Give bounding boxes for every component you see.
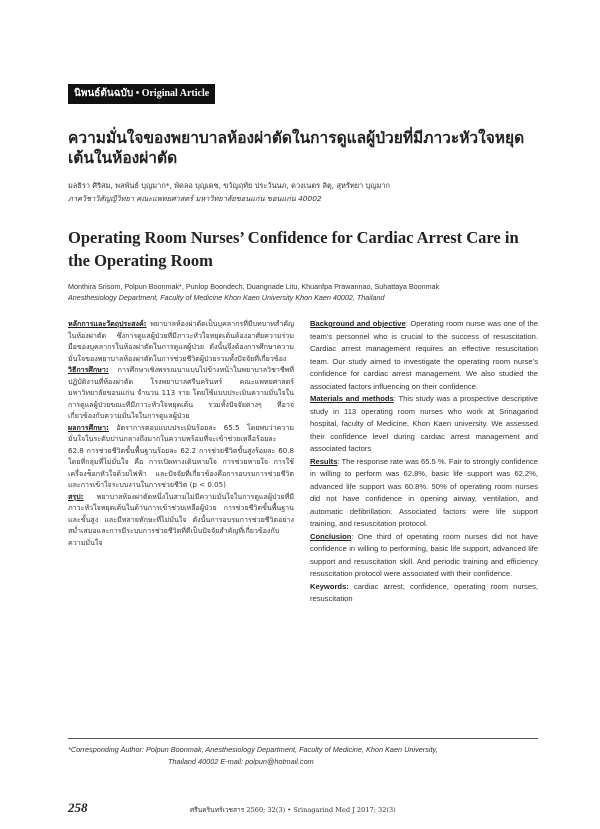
english-section-text: : One third of operating room nurses did not have confidence in willing to performing, basic life support, advanced life support and resuscitation skill. And periodic training and efficiency resuscitation protocol were associated with their confidence. xyxy=(310,531,538,578)
english-section-heading: Conclusion xyxy=(310,531,352,541)
thai-section-heading: สรุป: xyxy=(68,491,84,501)
english-abstract-paragraph xyxy=(310,393,538,456)
english-section-text: : This study was a prospective descriptive study in 113 operating room nurses who work at Srinagarind hospital, faculty of Medicine, Khon Kaen university. We assessed their confidence level during cardiac arrest management and associated factors xyxy=(310,394,538,453)
english-section-heading: Materials and methods xyxy=(310,394,394,403)
thai-section-text: พยาบาลห้องผ่าตัดเป็นบุคลากรที่มีบทบาทสำคัญในห้องผ่าตัด ซึ่งการดูแลผู้ป่วยที่มีภาวะหัวใจหยุดเต้นต้องอาศัยความร่วมมือของบุคลากรในห้องผ่าตัดในการดูแลผู้ป่วย ดังนั้นจึงต้องการศึกษาความมั่นใจของพยาบาลห้องผ่าตัดในการช่วยชีวิตผู้ป่วยรวมทั้งปัจจัยที่เกี่ยวข้อง xyxy=(68,319,294,363)
journal-citation: ศรีนครินทร์เวชสาร 2560; 32(3) • Srinagarind Med J 2017; 32(3) xyxy=(190,806,396,814)
thai-section-heading: วิธีการศึกษา: xyxy=(68,365,109,374)
article-type-tag: นิพนธ์ต้นฉบับ • Original Article xyxy=(68,84,215,104)
thai-title: ความมั่นใจของพยาบาลห้องผ่าตัดในการดูแลผู้ป่วยที่มีภาวะหัวใจหยุดเต้นในห้องผ่าตัด xyxy=(68,129,525,167)
footnote-divider xyxy=(68,738,538,739)
english-section-heading: Results xyxy=(310,456,338,466)
english-section-text: : The response rate was 65.5 %. Fair to strongly confidence in willing to perform was 62.8%, basic life support was 62.2%, advanced life support was 60.8%. 50% of operating room nurses did not have confidence in opening airway, ventilation, and automatic defibrillation. Associated factors were life support training, and resuscitation protocol. xyxy=(310,456,538,528)
thai-abstract-paragraph xyxy=(68,422,294,491)
english-section-heading: Background and objective xyxy=(310,319,406,328)
thai-abstract-paragraph xyxy=(68,318,294,364)
keywords xyxy=(310,581,538,606)
english-authors: Monthira Srisom, Polpun Boonmak*, Punlop Boondech, Duangnade Litu, Khuanfpa Prawannao, Suhattaya Boonmak xyxy=(68,282,440,291)
english-abstract-paragraph xyxy=(310,456,538,531)
thai-section-text: อัตราการตอบแบบประเมินร้อยละ 65.5 โดยพบว่าความมั่นใจในระดับปานกลางถึงมากในความพร้อมที่จะเข้าช่วยเหลือร้อยละ 62.8 การช่วยชีวิตขั้นพื้นฐานร้อยละ 62.2 การช่วยชีวิตขั้นสูงร้อยละ 60.8 โดยที่กลุ่มที่ไม่มั่นใจ คือ การเปิดทางเดินหายใจ การช่วยหายใจ การใช้เครื่องช็อกหัวใจด้วยไฟฟ้า และปัจจัยที่เกี่ยวข้องคือการอบรมการช่วยชีวิตและการเข้าใจระบบงานในการช่วยชีวิต (p < 0.05) xyxy=(68,422,294,489)
corresponding-author: *Corresponding Author: Polpun Boonmak, Anesthesiology Department, Faculty of Medicine, Khon Kaen University, xyxy=(68,745,438,754)
page-number: 258 xyxy=(68,800,88,815)
thai-section-heading: ผลการศึกษา: xyxy=(68,422,109,432)
thai-section-text: การศึกษาเชิงพรรณนาแบบไปข้างหน้าในพยาบาลวิชาชีพที่ปฏิบัติงานที่ห้องผ่าตัด โรงพยาบาลศรีนครินทร์ คณะแพทยศาสตร์ มหาวิทยาลัยขอนแก่น จำนวน 113 ราย โดยใช้แบบประเมินความมั่นใจในการดูแลผู้ป่วยขณะที่มีภาวะหัวใจหยุดเต้น รวมทั้งปัจจัยต่างๆ ที่อาจเกี่ยวข้องกับความมั่นใจในการดูแลผู้ป่วย xyxy=(68,365,294,420)
english-abstract xyxy=(310,318,538,720)
english-abstract-paragraph xyxy=(310,531,538,581)
thai-abstract-paragraph xyxy=(68,364,294,422)
thai-authors: มลธิรา ศิริสม, พลพันธ์ บุญมาก*, พัดลอ บุญเดช, ขวัญฤทัย ประวันนภ, ดวงเนตร ลิตุ, สุหรัทยา บุญมาก xyxy=(68,181,391,190)
keywords-text: cardiac arrest, confidence, operating room nurses, resuscitation xyxy=(310,581,538,603)
thai-abstract xyxy=(68,318,294,720)
english-affiliation: Anesthesiology Department, Faculty of Medicine Khon Kaen University Khon Kaen 40002, Thailand xyxy=(68,293,385,302)
keywords-heading: Keywords: xyxy=(310,581,349,591)
english-abstract-paragraph xyxy=(310,318,538,393)
corresponding-author-contact: Thailand 40002 E-mail: polpun@hotmail.com xyxy=(168,757,314,766)
thai-affiliation: ภาควิชาวิสัญญีวิทยา คณะแพทยศาสตร์ มหาวิทยาลัยขอนแก่น ขอนแก่น 40002 xyxy=(68,194,322,203)
thai-section-heading: หลักการและวัตถุประสงค์: xyxy=(68,319,147,328)
english-title: Operating Room Nurses’ Confidence for Cardiac Arrest Care in the Operating Room xyxy=(68,228,519,270)
thai-section-text: พยาบาลห้องผ่าตัดหนึ่งในสามไม่มีความมั่นใจในการดูแลผู้ป่วยที่มีภาวะหัวใจหยุดเต้นในด้านการเข้าช่วยเหลือผู้ป่วย การช่วยชีวิตขั้นพื้นฐานและขั้นสูง และมีหลายทักษะที่ไม่มั่นใจ ดังนั้นการอบรมการช่วยชีวิตอย่างสม่ำเสมอและการมีระบบการช่วยชีวิตที่ดีเป็นปัจจัยสำคัญที่เกี่ยวข้องกับความมั่นใจ xyxy=(68,491,294,547)
english-section-text: : Operating room nurse was one of the team’s personnel who is crucial to the success of resuscitation. Cardiac arrest management requires an effective resuscitation team. Our study aimed to investigate the operating room nurse’s confidence for cardiac arrest management. We also studied the associated factors influencing on their confidence. xyxy=(310,319,538,391)
thai-abstract-paragraph xyxy=(68,491,294,549)
